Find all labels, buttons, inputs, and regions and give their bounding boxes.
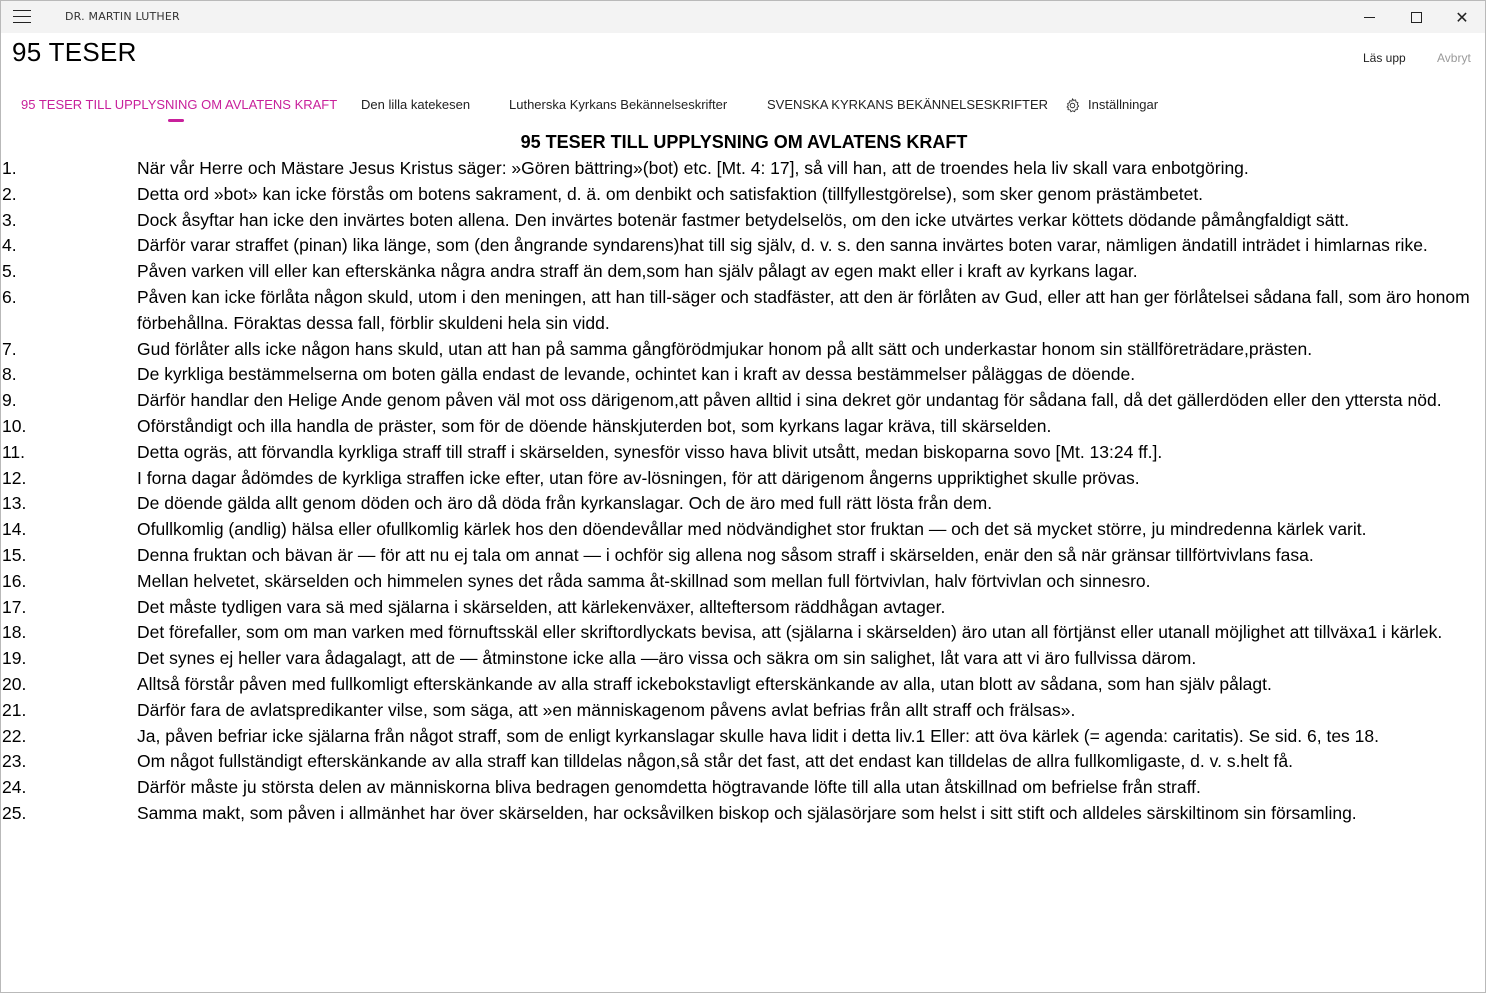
thesis-text: Ja, påven befriar icke själarna från något straff, som de enligt kyrkanslagar skulle hava lidit i detta liv.1 Eller: att öva kärlek (= agenda: caritatis). Se sid. 6, tes 18. (137, 725, 1379, 746)
hamburger-menu-icon[interactable] (13, 10, 31, 24)
thesis-number: 6. (2, 286, 17, 307)
thesis-row (1, 517, 1485, 543)
thesis-number: 15. (2, 544, 27, 565)
thesis-number: 5. (2, 261, 17, 282)
thesis-row (1, 724, 1485, 750)
thesis-row (1, 491, 1485, 517)
close-button[interactable] (1439, 1, 1485, 33)
close-icon: ✕ (1455, 7, 1469, 27)
thesis-row (1, 233, 1485, 259)
maximize-icon (1411, 12, 1422, 23)
thesis-text: Detta ogräs, att förvandla kyrkliga straff till straff i skärselden, synesför visso hava blivit utsått, medan biskoparna sovo [Mt. 13:24 ff.]. (137, 441, 1163, 462)
thesis-number: 23. (2, 751, 27, 772)
tab-lilla-katekesen[interactable]: Den lilla katekesen (361, 97, 471, 112)
document-title: 95 TESER TILL UPPLYSNING OM AVLATENS KRAFT (520, 132, 968, 152)
app-title: DR. MARTIN LUTHER (65, 10, 180, 23)
thesis-row (1, 337, 1485, 363)
thesis-number: 14. (2, 519, 27, 540)
minimize-button[interactable] (1346, 1, 1392, 33)
thesis-number: 17. (2, 596, 27, 617)
gear-icon[interactable] (1064, 97, 1081, 114)
thesis-text: Det måste tydligen vara sä med själarna i skärselden, att kärlekenväxer, allteftersom räddhågan avtager. (137, 596, 946, 617)
thesis-row (1, 569, 1485, 595)
thesis-text: De döende gälda allt genom döden och äro då döda från kyrkanslagar. Och de äro med full rätt lösta från dem. (137, 493, 993, 514)
thesis-text: Mellan helvetet, skärselden och himmelen synes det råda samma åt-skillnad som mellan full förtvivlan, halv förtvivlan och sinnesro. (137, 570, 1151, 591)
thesis-row (1, 182, 1485, 208)
thesis-text: Ofullkomlig (andlig) hälsa eller ofullkomlig kärlek hos den döendevållar med nödvändighet stor fruktan — och det sä mycket större, ju mindredenna kärlek varit. (137, 519, 1367, 540)
thesis-number: 10. (2, 415, 27, 436)
thesis-text: Alltså förstår påven med fullkomligt efterskänkande av alla straff ickebokstavligt efterskänkande av alla, utan blott av sådana, som han själv pålagt. (137, 673, 1272, 694)
thesis-row (1, 801, 1485, 827)
thesis-text: Detta ord »bot» kan icke förstås om botens sakrament, d. ä. om denbikt och satisfaktion (tillfyllestgörelse), som sker genom prästämbetet. (137, 183, 1204, 204)
thesis-text: Dock åsyftar han icke den invärtes boten allena. Den invärtes botenär fastmer betydelselös, om den icke utvärtes verkar köttets dödande påmångfaldigt sätt. (137, 209, 1350, 230)
thesis-row (1, 595, 1485, 621)
thesis-number: 8. (2, 364, 17, 385)
thesis-number: 12. (2, 467, 27, 488)
read-aloud-button[interactable]: Läs upp (1363, 51, 1406, 65)
thesis-row (1, 388, 1485, 414)
cancel-button[interactable]: Avbryt (1437, 51, 1471, 65)
thesis-text: Påven kan icke förlåta någon skuld, utom i den meningen, att han till-säger och stadfäster, att den är förlåten av Gud, eller att han ger förlåtelsei sådana fall, som äro honom förbehållna. Föraktas dessa fall, förblir skuldeni hela sin vidd. (137, 286, 1470, 333)
thesis-number: 20. (2, 673, 27, 694)
thesis-number: 7. (2, 338, 17, 359)
minimize-icon (1364, 17, 1375, 18)
thesis-number: 18. (2, 622, 27, 643)
thesis-text: När vår Herre och Mästare Jesus Kristus säger: »Gören bättring»(bot) etc. [Mt. 4: 17], så vill han, att de troendes hela liv skall vara enbotgöring. (137, 158, 1249, 178)
thesis-text: Om något fullständigt efterskänkande av alla straff kan tilldelas någon,så står det fast, att det endast kan tilldelas de allra fullkomligaste, d. v. s.helt få. (137, 751, 1293, 772)
thesis-row (1, 156, 1485, 182)
thesis-text: Därför fara de avlatspredikanter vilse, som säga, att »en människagenom påvens avlat befrias från allt straff och frälsas». (137, 699, 1076, 720)
tab-svenska-bekannelseskrifter[interactable]: SVENSKA KYRKANS BEKÄNNELSESKRIFTER (767, 97, 1049, 112)
thesis-row (1, 749, 1485, 775)
thesis-text: Samma makt, som påven i allmänhet har över skärselden, har ocksåvilken biskop och själasörjare som helst i sitt stift och alldeles särskiltinom sin församling. (137, 802, 1357, 823)
thesis-text: De kyrkliga bestämmelserna om boten gälla endast de levande, ochintet kan i kraft av dessa bestämmelser påläggas de döende. (137, 364, 1136, 385)
maximize-button[interactable] (1393, 1, 1439, 33)
thesis-row (1, 543, 1485, 569)
thesis-row (1, 259, 1485, 285)
active-tab-indicator (168, 119, 184, 122)
thesis-number: 13. (2, 493, 27, 514)
thesis-row (1, 620, 1485, 646)
theses-list[interactable] (1, 156, 1485, 992)
thesis-number: 3. (2, 209, 17, 230)
thesis-text: Denna fruktan och bävan är — för att nu ej tala om annat — i ochför sig allena nog såsom straff i skärselden, enär den så när gränsar tillförtvivlans fasa. (137, 544, 1314, 565)
thesis-text: Därför måste ju största delen av människorna bliva bedragen genomdetta högtravande löfte till alla utan åtskillnad om befrielse från straff. (137, 777, 1201, 798)
thesis-number: 9. (2, 390, 17, 411)
thesis-row (1, 208, 1485, 234)
thesis-text: Därför varar straffet (pinan) lika länge, som (den ångrande syndarens)hat till sig själv, d. v. s. den sanna invärtes boten varar, nämligen ändatill inträdet i himlarnas rike. (137, 235, 1428, 256)
thesis-row (1, 646, 1485, 672)
thesis-row (1, 440, 1485, 466)
thesis-number: 16. (2, 570, 27, 591)
thesis-row (1, 285, 1485, 337)
thesis-row (1, 672, 1485, 698)
tab-lutherska-bekannelseskrifter[interactable]: Lutherska Kyrkans Bekännelseskrifter (509, 97, 728, 112)
thesis-row (1, 775, 1485, 801)
thesis-text: Det synes ej heller vara ådagalagt, att de — åtminstone icke alla —äro vissa och säkra om sin salighet, låt vara att vi äro fullvissa därom. (137, 648, 1197, 669)
thesis-number: 1. (2, 158, 17, 178)
thesis-text: Påven varken vill eller kan efterskänka några andra straff än dem,som han själv pålagt av egen makt eller i kraft av kyrkans lagar. (137, 261, 1138, 282)
tab-installningar[interactable]: Inställningar (1088, 97, 1159, 112)
page-title: 95 TESER (12, 37, 137, 67)
thesis-row (1, 414, 1485, 440)
thesis-number: 2. (2, 183, 17, 204)
thesis-number: 25. (2, 802, 27, 823)
tab-bar (1, 97, 1485, 125)
thesis-row (1, 466, 1485, 492)
thesis-number: 21. (2, 699, 27, 720)
thesis-text: Gud förlåter alls icke någon hans skuld, utan att han på samma gångförödmjukar honom på allt sätt och underkastar honom sin ställföreträdare,prästen. (137, 338, 1313, 359)
thesis-number: 4. (2, 235, 17, 256)
thesis-text: Oförståndigt och illa handla de präster, som för de döende hänskjuterden bot, som kyrkans lagar kräva, till skärselden. (137, 415, 1052, 436)
thesis-number: 11. (2, 441, 26, 462)
thesis-row (1, 362, 1485, 388)
thesis-number: 19. (2, 648, 27, 669)
thesis-text: Därför handlar den Helige Ande genom påven väl mot oss därigenom,att påven alltid i sina dekret gör undantag för sådana fall, då det gällerdöden eller den yttersta nöd. (137, 390, 1442, 411)
thesis-text: I forna dagar ådömdes de kyrkliga straffen icke efter, utan före av-lösningen, för att därigenom ångerns uppriktighet skulle prövas. (137, 467, 1140, 488)
thesis-number: 22. (2, 725, 27, 746)
title-bar (1, 1, 1485, 33)
thesis-row (1, 698, 1485, 724)
thesis-text: Det förefaller, som om man varken med förnuftsskäl eller skriftordlyckats bevisa, att (själarna i skärselden) äro utan all förtjänst eller utanall möjlighet att tillväxa1 i kärlek. (137, 622, 1443, 643)
thesis-number: 24. (2, 777, 27, 798)
tab-95-teser[interactable]: 95 TESER TILL UPPLYSNING OM AVLATENS KRAFT (21, 97, 338, 112)
